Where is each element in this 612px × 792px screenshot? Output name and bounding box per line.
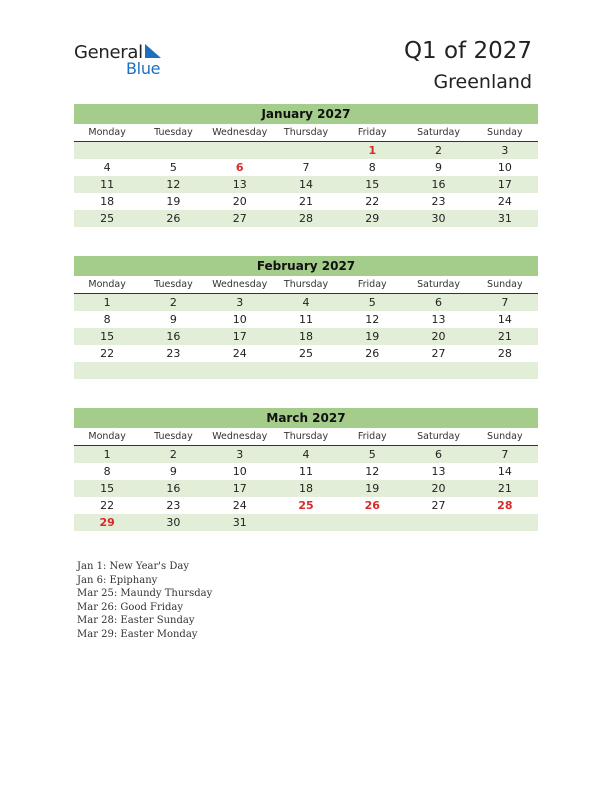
week-row bbox=[74, 328, 538, 345]
day-cell: 10 bbox=[232, 465, 247, 478]
weekday-header-row bbox=[74, 276, 538, 294]
day-cell: 23 bbox=[166, 499, 181, 512]
week-row bbox=[74, 514, 538, 531]
day-cell: 1 bbox=[368, 144, 377, 157]
day-cell: 29 bbox=[99, 516, 115, 529]
day-cell: 16 bbox=[166, 482, 181, 495]
day-cell: 14 bbox=[298, 178, 313, 191]
weekday-label: Monday bbox=[88, 127, 126, 138]
day-cell: 5 bbox=[368, 296, 376, 309]
page-title: Q1 of 2027 bbox=[403, 38, 532, 64]
month-title: February 2027 bbox=[74, 256, 538, 276]
weekday-label: Friday bbox=[357, 431, 387, 442]
day-cell: 19 bbox=[166, 195, 181, 208]
day-cell: 12 bbox=[365, 313, 380, 326]
weekday-label: Monday bbox=[88, 279, 126, 290]
week-row bbox=[74, 446, 538, 463]
day-cell: 18 bbox=[100, 195, 115, 208]
day-cell: 28 bbox=[298, 212, 313, 225]
day-cell: 20 bbox=[431, 330, 446, 343]
weekday-label: Tuesday bbox=[154, 127, 193, 138]
weekday-label: Friday bbox=[357, 279, 387, 290]
day-cell: 28 bbox=[497, 347, 512, 360]
day-cell: 6 bbox=[435, 448, 443, 461]
week-row bbox=[74, 345, 538, 362]
weekday-label: Wednesday bbox=[212, 431, 268, 442]
day-cell: 19 bbox=[365, 330, 380, 343]
week-row bbox=[74, 294, 538, 311]
day-cell: 3 bbox=[236, 296, 244, 309]
day-cell: 4 bbox=[302, 296, 310, 309]
day-cell: 3 bbox=[501, 144, 509, 157]
day-cell bbox=[273, 142, 339, 159]
day-cell: 2 bbox=[435, 144, 443, 157]
day-cell: 11 bbox=[100, 178, 115, 191]
day-cell: 17 bbox=[232, 330, 247, 343]
weekday-label: Tuesday bbox=[154, 279, 193, 290]
week-row bbox=[74, 497, 538, 514]
day-cell: 15 bbox=[100, 482, 115, 495]
day-cell bbox=[140, 362, 206, 379]
day-cell: 20 bbox=[431, 482, 446, 495]
day-cell bbox=[472, 362, 538, 379]
month-calendar-january bbox=[74, 104, 538, 227]
day-cell: 12 bbox=[166, 178, 181, 191]
day-cell: 7 bbox=[501, 296, 509, 309]
weekday-label: Saturday bbox=[417, 431, 460, 442]
weekday-label: Monday bbox=[88, 431, 126, 442]
day-cell: 14 bbox=[497, 313, 512, 326]
week-row bbox=[74, 311, 538, 328]
day-cell: 14 bbox=[497, 465, 512, 478]
day-cell: 11 bbox=[298, 465, 313, 478]
day-cell: 1 bbox=[103, 448, 111, 461]
day-cell: 1 bbox=[103, 296, 111, 309]
weekday-header-row bbox=[74, 428, 538, 446]
day-cell: 16 bbox=[431, 178, 446, 191]
day-cell: 30 bbox=[166, 516, 181, 529]
week-row bbox=[74, 463, 538, 480]
day-cell: 13 bbox=[431, 465, 446, 478]
month-title: January 2027 bbox=[74, 104, 538, 124]
day-cell: 17 bbox=[497, 178, 512, 191]
holiday-list bbox=[77, 560, 212, 641]
day-cell: 30 bbox=[431, 212, 446, 225]
holiday-item: Jan 6: Epiphany bbox=[77, 574, 158, 586]
holiday-item: Jan 1: New Year's Day bbox=[77, 561, 189, 572]
weekday-label: Friday bbox=[357, 127, 387, 138]
holiday-item: Mar 28: Easter Sunday bbox=[77, 615, 195, 626]
day-cell bbox=[339, 362, 405, 379]
weekday-label: Tuesday bbox=[154, 431, 193, 442]
day-cell: 27 bbox=[232, 212, 247, 225]
day-cell: 9 bbox=[169, 465, 177, 478]
weekday-label: Thursday bbox=[283, 127, 329, 138]
day-cell bbox=[74, 142, 140, 159]
country-name: Greenland bbox=[433, 71, 532, 93]
weekday-label: Thursday bbox=[283, 431, 329, 442]
month-calendar-march bbox=[74, 408, 538, 531]
day-cell bbox=[339, 514, 405, 531]
holiday-item: Mar 26: Good Friday bbox=[77, 601, 183, 613]
day-cell: 27 bbox=[431, 347, 446, 360]
day-cell bbox=[405, 362, 471, 379]
weekday-label: Sunday bbox=[487, 279, 523, 290]
day-cell: 16 bbox=[166, 330, 181, 343]
day-cell: 8 bbox=[103, 465, 111, 478]
brand-logo bbox=[74, 42, 174, 82]
day-cell: 27 bbox=[431, 499, 446, 512]
day-cell bbox=[207, 142, 273, 159]
day-cell: 29 bbox=[365, 212, 380, 225]
day-cell: 9 bbox=[435, 161, 443, 174]
day-cell: 11 bbox=[298, 313, 313, 326]
day-cell: 31 bbox=[232, 516, 247, 529]
week-row bbox=[74, 193, 538, 210]
day-cell: 12 bbox=[365, 465, 380, 478]
day-cell: 23 bbox=[431, 195, 446, 208]
day-cell: 22 bbox=[365, 195, 380, 208]
day-cell: 15 bbox=[365, 178, 380, 191]
day-cell: 7 bbox=[501, 448, 509, 461]
day-cell bbox=[74, 362, 140, 379]
day-cell: 4 bbox=[302, 448, 310, 461]
day-cell: 19 bbox=[365, 482, 380, 495]
day-cell: 10 bbox=[232, 313, 247, 326]
holiday-item: Mar 25: Maundy Thursday bbox=[77, 588, 213, 599]
logo-triangle-icon bbox=[143, 44, 161, 60]
day-cell: 18 bbox=[298, 482, 313, 495]
day-cell: 21 bbox=[298, 195, 313, 208]
week-row bbox=[74, 176, 538, 193]
day-cell: 23 bbox=[166, 347, 181, 360]
day-cell: 28 bbox=[497, 499, 513, 512]
day-cell: 24 bbox=[232, 347, 247, 360]
day-cell: 31 bbox=[497, 212, 512, 225]
weekday-label: Wednesday bbox=[212, 279, 268, 290]
week-row bbox=[74, 159, 538, 176]
day-cell: 6 bbox=[235, 161, 244, 174]
day-cell: 25 bbox=[298, 499, 314, 512]
day-cell: 26 bbox=[166, 212, 181, 225]
week-row bbox=[74, 210, 538, 227]
week-row bbox=[74, 362, 538, 379]
weekday-label: Saturday bbox=[417, 279, 460, 290]
day-cell: 6 bbox=[435, 296, 443, 309]
weekday-label: Wednesday bbox=[212, 127, 268, 138]
day-cell: 8 bbox=[103, 313, 111, 326]
day-cell: 24 bbox=[232, 499, 247, 512]
day-cell: 9 bbox=[169, 313, 177, 326]
weekday-label: Sunday bbox=[487, 127, 523, 138]
day-cell: 13 bbox=[232, 178, 247, 191]
week-row bbox=[74, 142, 538, 159]
day-cell bbox=[273, 362, 339, 379]
day-cell: 21 bbox=[497, 330, 512, 343]
day-cell: 25 bbox=[100, 212, 115, 225]
week-row bbox=[74, 480, 538, 497]
day-cell: 18 bbox=[298, 330, 313, 343]
month-calendar-february bbox=[74, 256, 538, 379]
day-cell: 15 bbox=[100, 330, 115, 343]
day-cell: 2 bbox=[169, 448, 177, 461]
day-cell: 10 bbox=[497, 161, 512, 174]
day-cell: 21 bbox=[497, 482, 512, 495]
day-cell: 13 bbox=[431, 313, 446, 326]
day-cell: 20 bbox=[232, 195, 247, 208]
day-cell bbox=[472, 514, 538, 531]
day-cell: 4 bbox=[103, 161, 111, 174]
day-cell bbox=[273, 514, 339, 531]
day-cell: 3 bbox=[236, 448, 244, 461]
day-cell: 7 bbox=[302, 161, 310, 174]
day-cell: 2 bbox=[169, 296, 177, 309]
day-cell: 8 bbox=[368, 161, 376, 174]
day-cell bbox=[405, 514, 471, 531]
day-cell: 24 bbox=[497, 195, 512, 208]
day-cell: 17 bbox=[232, 482, 247, 495]
month-title: March 2027 bbox=[74, 408, 538, 428]
day-cell bbox=[140, 142, 206, 159]
day-cell: 22 bbox=[100, 347, 115, 360]
weekday-label: Thursday bbox=[283, 279, 329, 290]
day-cell: 22 bbox=[100, 499, 115, 512]
day-cell: 26 bbox=[365, 347, 380, 360]
logo-text-general: General bbox=[74, 42, 143, 63]
logo-text-blue: Blue bbox=[126, 59, 161, 78]
day-cell: 5 bbox=[169, 161, 177, 174]
day-cell: 25 bbox=[298, 347, 313, 360]
weekday-label: Saturday bbox=[417, 127, 460, 138]
weekday-header-row bbox=[74, 124, 538, 142]
holiday-item: Mar 29: Easter Monday bbox=[77, 628, 198, 640]
day-cell bbox=[207, 362, 273, 379]
day-cell: 5 bbox=[368, 448, 376, 461]
weekday-label: Sunday bbox=[487, 431, 523, 442]
day-cell: 26 bbox=[364, 499, 380, 512]
